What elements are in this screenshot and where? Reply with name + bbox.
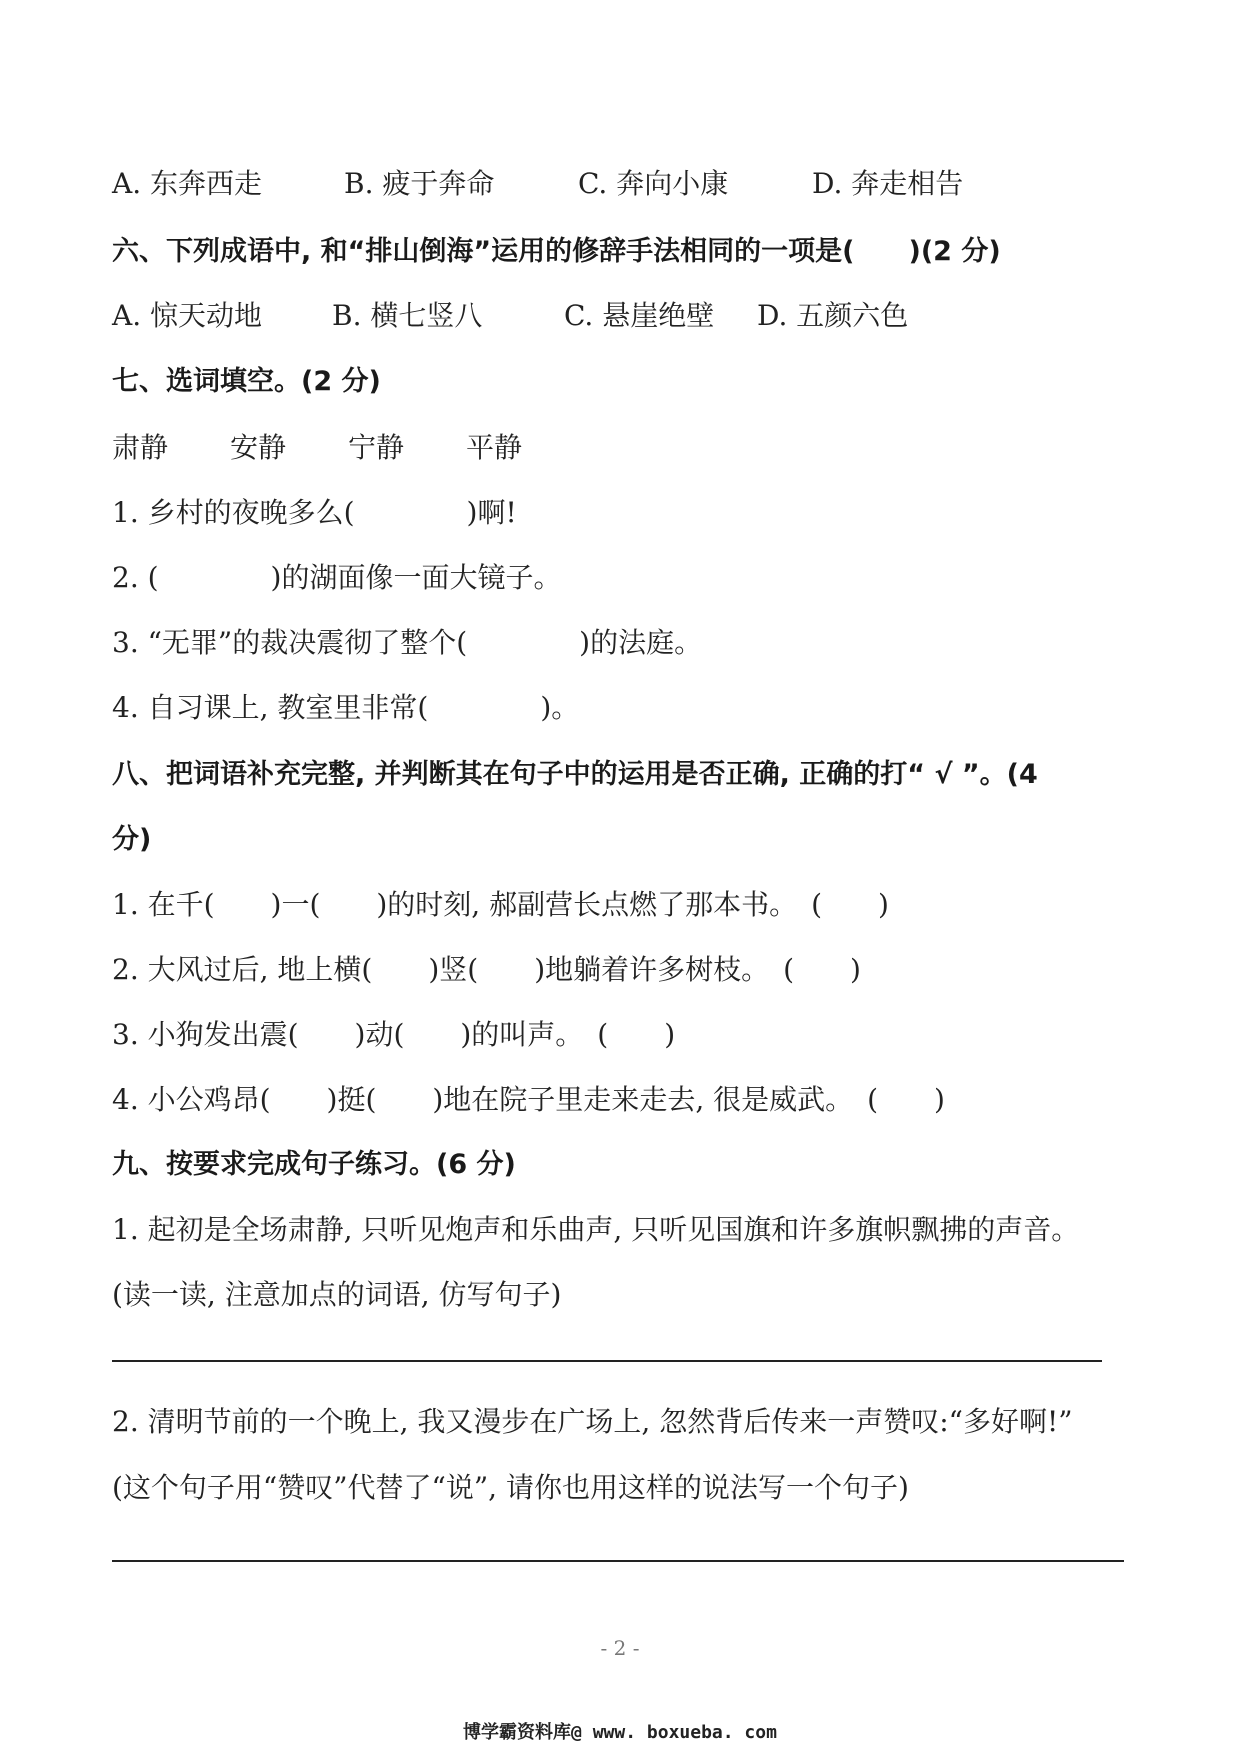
q6-options-row bbox=[112, 298, 1112, 334]
q7-title: 七、选词填空。(2 分) bbox=[112, 366, 381, 397]
q9-item-2-instruction: (这个句子用“赞叹”代替了“说”, 请你也用这样的说法写一个句子) bbox=[112, 1471, 909, 1504]
q7-item-1: 1. 乡村的夜晚多么( )啊! bbox=[112, 496, 517, 529]
q9-item-2-text: 2. 清明节前的一个晚上, 我又漫步在广场上, 忽然背后传来一声赞叹:“多好啊!” bbox=[112, 1405, 1073, 1438]
q7-word-4: 平静 bbox=[466, 431, 523, 464]
q7-item-2: 2. ( )的湖面像一面大镜子。 bbox=[112, 561, 562, 594]
q7-word-3: 宁静 bbox=[348, 431, 405, 464]
footer-watermark: 博学霸资料库@ www. boxueba. com bbox=[463, 1722, 777, 1743]
q5-option-d: D. 奔走相告 bbox=[812, 167, 964, 200]
q8-title-line2: 分) bbox=[112, 824, 152, 855]
q7-word-1: 肃静 bbox=[112, 431, 169, 464]
q6-option-c: C. 悬崖绝壁 bbox=[564, 299, 715, 332]
q5-option-a: A. 东奔西走 bbox=[112, 167, 263, 200]
q8-item-2: 2. 大风过后, 地上横( )竖( )地躺着许多树枝。 ( ) bbox=[112, 953, 861, 986]
q8-item-3: 3. 小狗发出震( )动( )的叫声。 ( ) bbox=[112, 1018, 676, 1051]
q9-item-1-instruction: (读一读, 注意加点的词语, 仿写句子) bbox=[112, 1278, 562, 1311]
q6-option-d: D. 五颜六色 bbox=[757, 299, 909, 332]
q9-item-2-answer-line bbox=[112, 1560, 1124, 1562]
q7-word-2: 安静 bbox=[230, 431, 287, 464]
q8-item-4: 4. 小公鸡昂( )挺( )地在院子里走来走去, 很是威武。 ( ) bbox=[112, 1083, 945, 1116]
q9-item-1-answer-line bbox=[112, 1360, 1102, 1362]
q9-title: 九、按要求完成句子练习。(6 分) bbox=[112, 1149, 516, 1180]
q9-item-1-text: 1. 起初是全场肃静, 只听见炮声和乐曲声, 只听见国旗和许多旗帜飘拂的声音。 bbox=[112, 1213, 1080, 1246]
q5-option-c: C. 奔向小康 bbox=[578, 167, 729, 200]
q6-option-b: B. 横七竖八 bbox=[332, 299, 483, 332]
q7-word-bank bbox=[112, 430, 712, 466]
q6-option-a: A. 惊天动地 bbox=[112, 299, 263, 332]
q5-option-b: B. 疲于奔命 bbox=[344, 167, 495, 200]
q5-options-row bbox=[112, 166, 1112, 202]
q8-item-1: 1. 在千( )一( )的时刻, 郝副营长点燃了那本书。 ( ) bbox=[112, 888, 889, 921]
q6-title: 六、下列成语中, 和“排山倒海”运用的修辞手法相同的一项是( )(2 分) bbox=[112, 236, 1001, 267]
q8-title-line1: 八、把词语补充完整, 并判断其在句子中的运用是否正确, 正确的打“ √ ”。(4 bbox=[112, 759, 1038, 790]
page-number: - 2 - bbox=[600, 1636, 640, 1660]
q7-item-4: 4. 自习课上, 教室里非常( )。 bbox=[112, 691, 580, 724]
q7-item-3: 3. “无罪”的裁决震彻了整个( )的法庭。 bbox=[112, 626, 703, 659]
